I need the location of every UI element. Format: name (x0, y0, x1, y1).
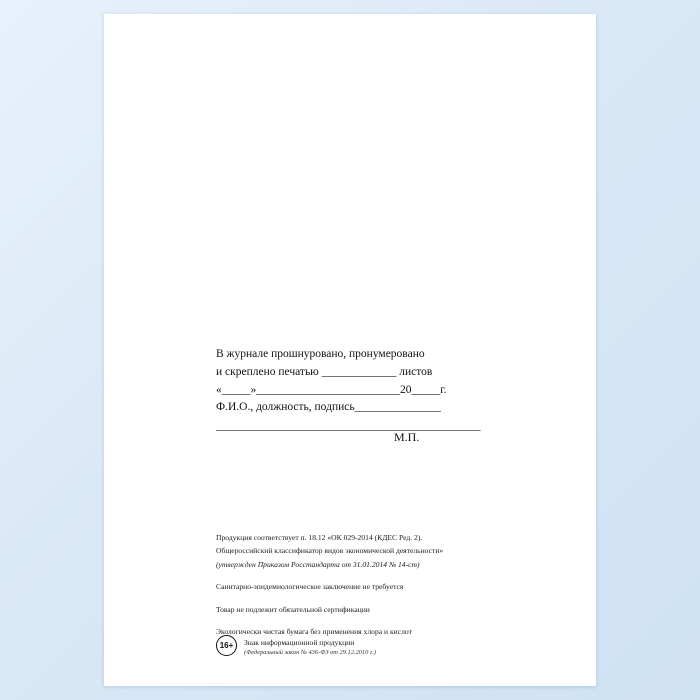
certification-signature-line: Ф.И.О., должность, подпись_______________ (216, 401, 441, 414)
certification-date-line: «_____»_________________________20_____г. (216, 383, 447, 396)
conformity-line-3: (утвержден Приказом Росстандарта от 31.01.2014 № 14-ст) (216, 559, 420, 569)
legal-notes (216, 532, 556, 648)
certification-line-2: и скреплено печатью _____________ листов (216, 365, 433, 378)
certification-note: Товар не подлежит обязательной сертификации (216, 604, 370, 614)
certification-blank-line: ______________________________________________ (216, 420, 481, 433)
information-mark-row (216, 634, 376, 657)
information-mark-text (244, 634, 376, 657)
certification-block (216, 346, 546, 436)
conformity-line-1: Продукция соответствует п. 18.12 «ОК 029-2014 (КДЕС Ред. 2). (216, 533, 423, 542)
stamp-place-label: М.П. (394, 430, 420, 444)
document-page (104, 14, 596, 686)
sanitary-note: Санитарно-эпидемиологическое заключение не требуется (216, 582, 404, 592)
certification-line-1: В журнале прошнуровано, пронумеровано (216, 348, 425, 360)
paper-note: Экологически чистая бумага без применения хлора и кислот (216, 626, 412, 636)
age-rating-icon: 16+ (216, 635, 237, 656)
information-mark-law: (Федеральный закон № 436-ФЗ от 29.12.2010 г.) (244, 649, 377, 656)
information-mark-title: Знак информационной продукции (244, 638, 355, 647)
conformity-line-2: Общероссийский классификатор видов экономической деятельности» (216, 546, 444, 556)
